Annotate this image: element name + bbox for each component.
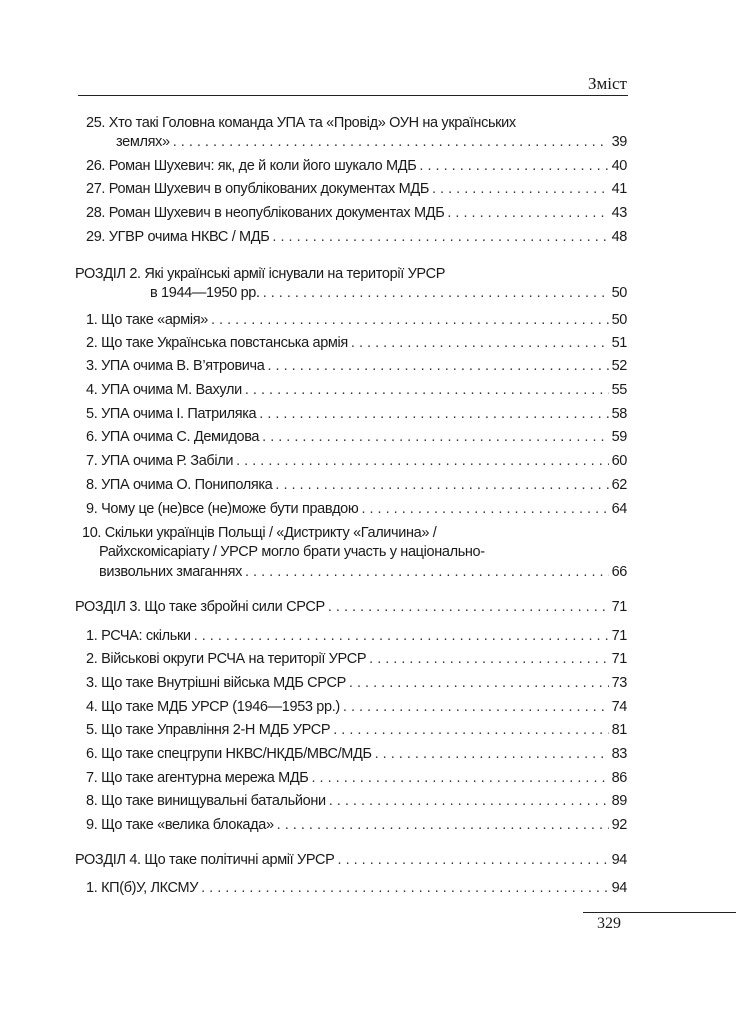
toc-page-number: 86 [611, 770, 627, 786]
toc-entry-line [86, 791, 627, 811]
dot-leader [349, 673, 609, 693]
toc-page-number: 39 [611, 134, 627, 150]
toc-entry-title: 6. УПА очима С. Демидова [86, 429, 260, 445]
toc-entry-title: 28. Роман Шухевич в неопублікованих документах МДБ [86, 205, 445, 221]
toc-entry-title: 8. Що таке винищувальні батальйони [86, 793, 326, 809]
toc-entry-line [86, 768, 627, 788]
toc-page-number: 51 [611, 335, 627, 351]
toc-page-number: 50 [611, 312, 627, 328]
dot-leader [245, 562, 609, 582]
toc-entry-title: 7. Що таке агентурна мережа МДБ [86, 770, 309, 786]
toc-entry-line [86, 499, 627, 519]
toc-page-number: 83 [611, 746, 627, 762]
toc-entry-line [86, 203, 627, 223]
toc-entry-line [86, 156, 627, 176]
toc-entry-line [86, 815, 627, 835]
toc-section-line [75, 597, 627, 617]
dot-leader [369, 649, 608, 669]
dot-leader [201, 878, 608, 898]
running-header: Зміст [588, 74, 627, 93]
toc-entry-line [86, 179, 627, 199]
toc-page-number: 40 [611, 158, 627, 174]
toc-entry-title: РОЗДІЛ 2. Які українські армії існували на території УРСР [75, 266, 446, 282]
toc-entry-line [86, 697, 627, 717]
toc-page-number: 94 [611, 880, 627, 896]
dot-leader [267, 356, 608, 376]
toc-entry-title: 8. УПА очима О. Пониполяка [86, 477, 273, 493]
dot-leader [277, 815, 609, 835]
toc-entry-line [86, 356, 627, 376]
toc-entry-title: 3. Що таке Внутрішні війська МДБ СРСР [86, 675, 346, 691]
toc-entry-title: 9. Що таке «велика блокада» [86, 817, 274, 833]
toc-entry-title: 1. РСЧА: скільки [86, 628, 191, 644]
toc-page-number: 48 [611, 229, 627, 245]
toc-entry-title: 25. Хто такі Головна команда УПА та «Провід» ОУН на українських [86, 115, 516, 131]
toc-entry-title: 9. Чому це (не)все (не)може бути правдою [86, 501, 359, 517]
toc-entry-title: 5. Що таке Управління 2-Н МДБ УРСР [86, 722, 331, 738]
page-number: 329 [597, 915, 621, 932]
toc-entry-title: 29. УГВР очима НКВС / МДБ [86, 229, 270, 245]
dot-leader [329, 791, 609, 811]
toc-page-number: 81 [611, 722, 627, 738]
dot-leader [272, 227, 608, 247]
dot-leader [311, 768, 608, 788]
dot-leader [275, 475, 608, 495]
dot-leader [259, 404, 608, 424]
toc-entry-line [86, 333, 627, 353]
toc-entry-line [86, 427, 627, 447]
toc-page-number: 58 [611, 406, 627, 422]
dot-leader [173, 132, 609, 152]
toc-page-number: 71 [611, 628, 627, 644]
toc-entry-line [86, 744, 627, 764]
toc-entry-title: 4. УПА очима М. Вахули [86, 382, 242, 398]
toc-page-number: 62 [611, 477, 627, 493]
toc-entry-title: 2. Що таке Українська повстанська армія [86, 335, 348, 351]
toc-entry-line [86, 380, 627, 400]
toc-page-number: 92 [611, 817, 627, 833]
dot-leader [351, 333, 609, 353]
toc-section-line [75, 850, 627, 870]
toc-page-number: 55 [611, 382, 627, 398]
toc-entry-title: РОЗДІЛ 4. Що таке політичні армії УРСР [75, 852, 335, 868]
toc-entry-title: 2. Військові округи РСЧА на території УРСР [86, 651, 367, 667]
toc-page-number: 60 [611, 453, 627, 469]
toc-entry-title: 7. УПА очима Р. Забіли [86, 453, 234, 469]
toc-entry-title: 3. УПА очима В. В’ятровича [86, 358, 265, 374]
dot-leader [375, 744, 609, 764]
toc-entry-line [86, 878, 627, 898]
toc-entry-line [86, 113, 516, 133]
toc-entry-line [86, 649, 627, 669]
toc-entry-line [86, 404, 627, 424]
toc-page-number: 41 [611, 181, 627, 197]
toc-page-number: 71 [611, 651, 627, 667]
dot-leader [245, 380, 609, 400]
dot-leader [361, 499, 608, 519]
header-rule [78, 95, 628, 96]
dot-leader [338, 850, 609, 870]
toc-entry-title: визвольних змаганнях [99, 564, 242, 580]
toc-entry-line [86, 227, 627, 247]
toc-page-number: 73 [611, 675, 627, 691]
toc-section-line [75, 264, 445, 284]
toc-page-number: 71 [611, 599, 627, 615]
dot-leader [262, 427, 608, 447]
toc-page-number: 64 [611, 501, 627, 517]
dot-leader [419, 156, 608, 176]
dot-leader [194, 626, 609, 646]
toc-entry-title: 6. Що таке спецгрупи НКВС/НКДБ/МВС/МДБ [86, 746, 372, 762]
toc-page-number: 74 [611, 699, 627, 715]
toc-entry-line [116, 132, 627, 152]
dot-leader [236, 451, 608, 471]
toc-page-number: 52 [611, 358, 627, 374]
toc-entry-title: 27. Роман Шухевич в опублікованих документах МДБ [86, 181, 429, 197]
toc-section-line [150, 283, 627, 303]
toc-entry-line [86, 310, 627, 330]
toc-entry-line [86, 720, 627, 740]
toc-entry-line [82, 523, 436, 543]
toc-entry-title: 10. Скільки українців Польщі / «Дистрикту «Галичина» / [82, 525, 437, 541]
toc-entry-line [99, 542, 485, 562]
dot-leader [333, 720, 608, 740]
toc-entry-title: РОЗДІЛ 3. Що таке збройні сили СРСР [75, 599, 325, 615]
footer-rule [583, 912, 736, 913]
toc-page-number: 89 [611, 793, 627, 809]
toc-entry-title: Райхскомісаріату / УРСР могло брати участь у національно- [99, 544, 485, 560]
dot-leader [328, 597, 609, 617]
toc-entry-title: 1. КП(б)У, ЛКСМУ [86, 880, 199, 896]
toc-entry-title: землях» [116, 134, 170, 150]
dot-leader [343, 697, 609, 717]
toc-page-number: 66 [611, 564, 627, 580]
toc-entry-line [86, 673, 627, 693]
toc-entry-title: в 1944—1950 рр. [150, 285, 260, 301]
toc-entry-line [86, 626, 627, 646]
toc-entry-line [86, 451, 627, 471]
dot-leader [447, 203, 608, 223]
toc-entry-title: 1. Що таке «армія» [86, 312, 208, 328]
toc-entry-line [99, 562, 627, 582]
toc-page-number: 43 [611, 205, 627, 221]
toc-page-number: 59 [611, 429, 627, 445]
dot-leader [432, 179, 609, 199]
toc-entry-title: 5. УПА очима І. Патриляка [86, 406, 257, 422]
toc-entry-title: 26. Роман Шухевич: як, де й коли його шукало МДБ [86, 158, 417, 174]
toc-entry-title: 4. Що таке МДБ УРСР (1946—1953 рр.) [86, 699, 340, 715]
dot-leader [263, 283, 609, 303]
toc-page-number: 94 [611, 852, 627, 868]
dot-leader [211, 310, 609, 330]
toc-page-number: 50 [611, 285, 627, 301]
toc-entry-line [86, 475, 627, 495]
